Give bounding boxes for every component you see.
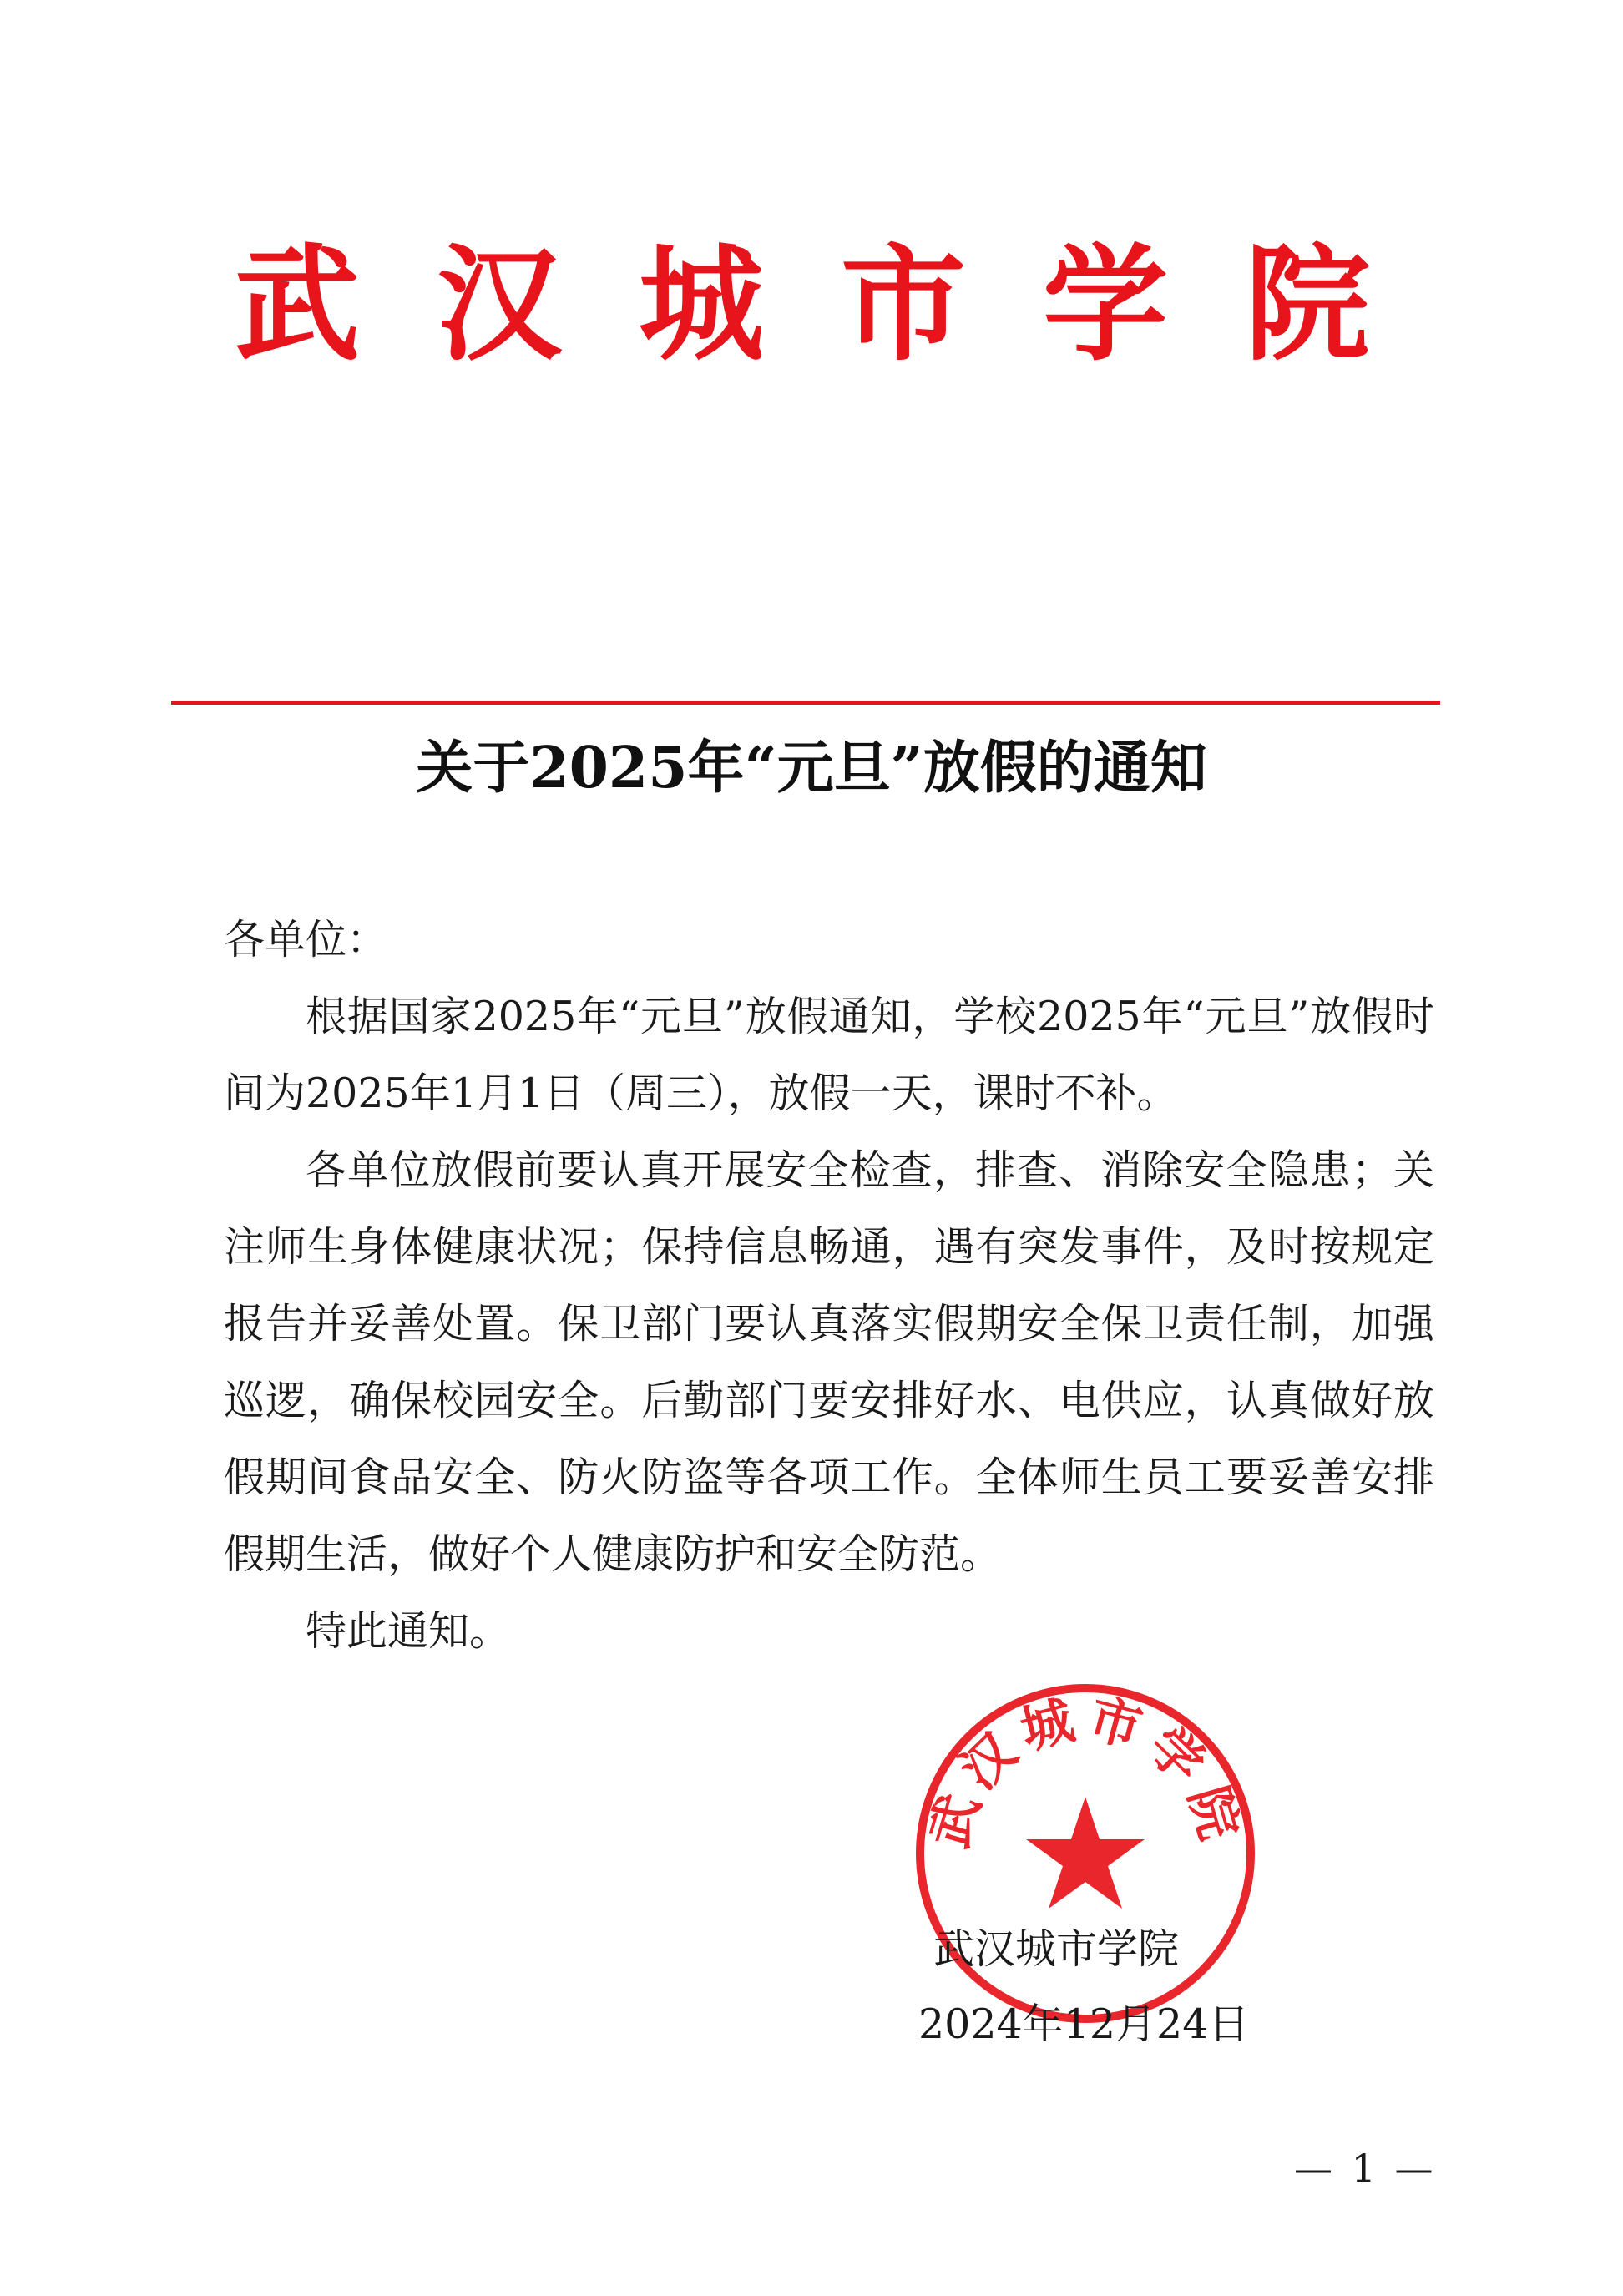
seal-star-icon bbox=[1026, 1797, 1145, 1909]
signature-block bbox=[918, 1912, 1336, 2062]
notice-body bbox=[224, 902, 1434, 1670]
signature-organization: 武汉城市学院 bbox=[933, 1925, 1180, 1973]
salutation: 各单位： bbox=[224, 916, 388, 963]
closing-line: 特此通知。 bbox=[306, 1607, 511, 1655]
seal-text: 武汉城市学院 bbox=[918, 1687, 1253, 1854]
signature-date: 2024年12月24日 bbox=[918, 2000, 1250, 2048]
notice-title: 关于2025年“元旦”放假的通知 bbox=[416, 735, 1207, 802]
paragraph-1: 根据国家2025年“元旦”放假通知，学校2025年“元旦”放假时间为2025年1月1日（周三），放假一天，课时不补。 bbox=[224, 993, 1434, 1117]
page-number: — 1 — bbox=[1294, 2146, 1437, 2191]
institution-masthead: 武汉城市学院 bbox=[234, 231, 1447, 378]
red-divider-line bbox=[171, 701, 1440, 705]
paragraph-2: 各单位放假前要认真开展安全检查，排查、消除安全隐患；关注师生身体健康状况；保持信息畅通，遇有突发事件，及时按规定报告并妥善处置。保卫部门要认真落实假期安全保卫责任制，加强巡逻，确保校园安全。后勤部门要安排好水、电供应，认真做好放假期间食品安全、防火防盗等各项工作。全体师生员工要妥善安排假期生活，做好个人健康防护和安全防范。 bbox=[224, 1146, 1434, 1578]
